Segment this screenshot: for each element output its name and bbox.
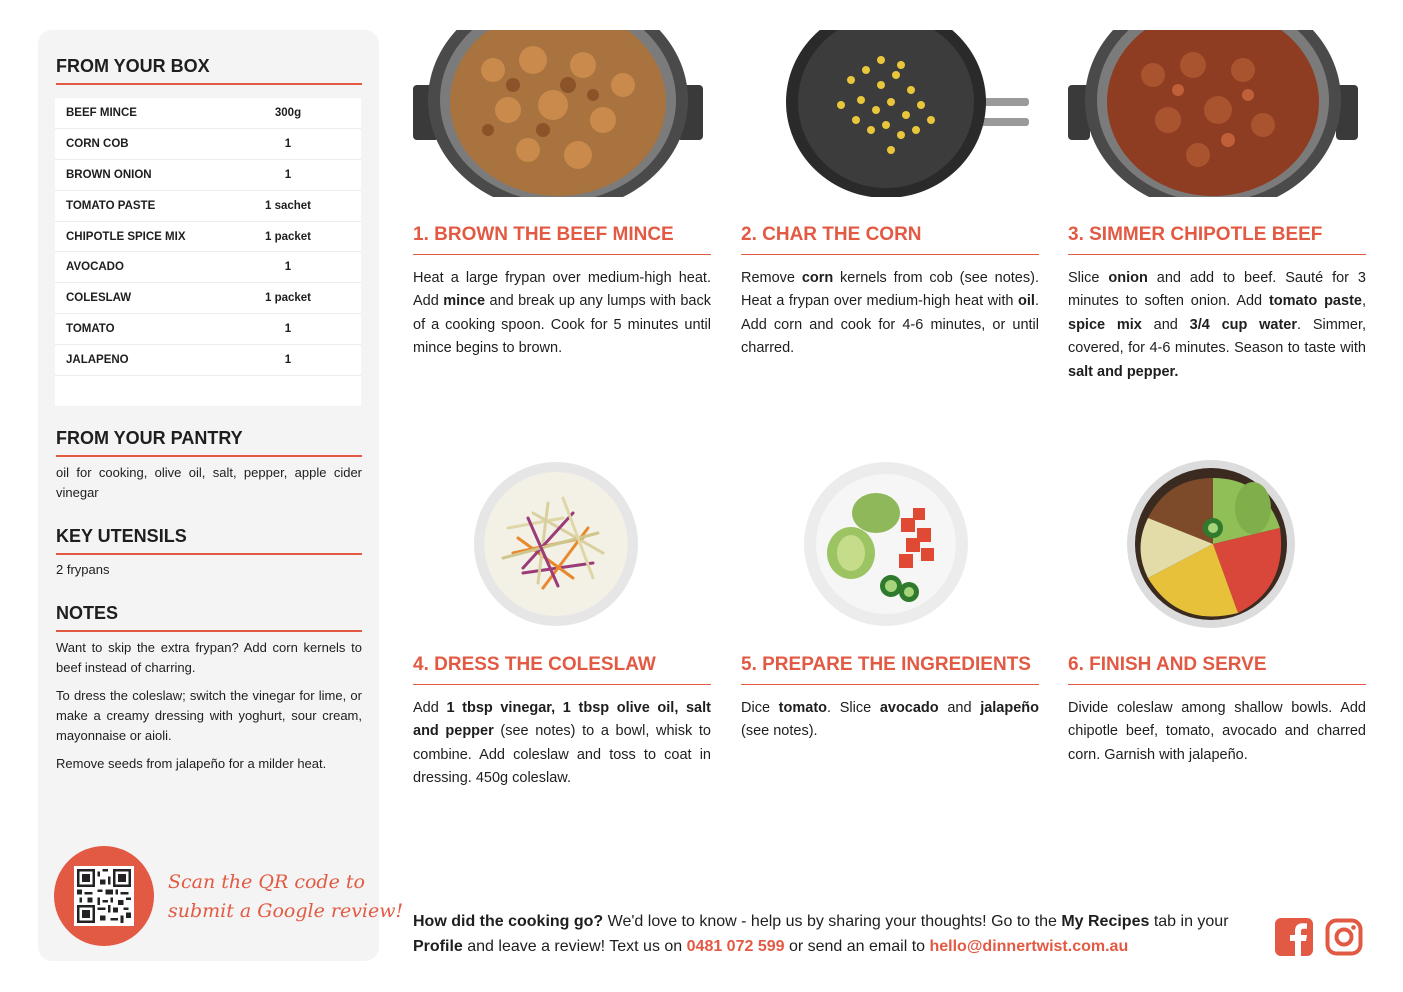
phone-link[interactable]: 0481 072 599 — [686, 938, 785, 955]
table-row — [55, 129, 361, 160]
qr-caption-line: Scan the QR code to — [168, 871, 365, 893]
qr-caption — [168, 868, 403, 926]
step-keyword: onion — [1108, 270, 1148, 286]
step-2-title: 2. CHAR THE CORN — [741, 224, 1039, 255]
ingredient-qty: 1 packet — [264, 230, 312, 243]
step-6-photo — [1068, 458, 1358, 630]
ingredient-name: CORN COB — [66, 137, 129, 150]
step-6-text — [1068, 697, 1366, 767]
step-text-run: kernels from cob (see notes). Heat a frypan over medium-high heat with — [741, 270, 1039, 310]
notes-section-title: NOTES — [56, 603, 362, 632]
table-row — [55, 283, 361, 314]
feedback-question: How did the cooking go? — [413, 913, 604, 930]
step-1-photo — [413, 30, 703, 197]
step-keyword: jalapeño — [980, 700, 1040, 716]
step-4-photo — [413, 458, 703, 630]
footer-text: and leave a review! Text us on — [462, 938, 687, 955]
step-keyword: tomato paste — [1268, 293, 1362, 310]
step-text-run: Dice — [741, 700, 779, 716]
ingredient-qty: 1 packet — [264, 292, 312, 305]
step-4-text — [413, 697, 711, 791]
qr-code-icon[interactable] — [74, 866, 134, 926]
step-6-title: 6. FINISH AND SERVE — [1068, 654, 1366, 685]
step-text-run: Slice — [1068, 270, 1109, 286]
step-text-run: , — [1361, 293, 1366, 310]
email-link[interactable]: hello@dinnertwist.com.au — [929, 938, 1129, 955]
ingredient-name: COLESLAW — [66, 292, 132, 305]
step-5-text — [741, 697, 1039, 744]
note-item: Want to skip the extra frypan? Add corn kernels to beef instead of charring. — [56, 640, 362, 675]
ingredient-qty: 1 — [284, 137, 292, 150]
step-5-title: 5. PREPARE THE INGREDIENTS — [741, 654, 1039, 685]
ingredients-sidebar — [38, 30, 404, 961]
box-ingredients-table — [55, 98, 361, 406]
step-text-run: and — [938, 700, 981, 716]
footer-text: tab in your — [1149, 913, 1229, 930]
footer-text: or send an email to — [784, 938, 930, 955]
notes-list — [56, 638, 362, 782]
step-text-run: Heat a large frypan over medium-high heat. Add — [413, 270, 711, 310]
step-5-photo — [741, 458, 1031, 630]
step-keyword: 1 tbsp vinegar, 1 tbsp olive oil, salt and pepper — [413, 700, 711, 740]
step-text-run: and add to beef. Sauté for 3 minutes to soften onion. Add — [1068, 270, 1366, 310]
ingredient-qty: 1 — [284, 261, 292, 274]
qr-caption-line: submit a Google review! — [168, 900, 404, 922]
step-keyword: oil — [1018, 293, 1035, 310]
ingredient-name: AVOCADO — [66, 261, 124, 274]
note-item: To dress the coleslaw; switch the vinegar for lime, or make a creamy dressing with yoghurt, sour cream, mayonnaise or aioli. — [56, 688, 362, 743]
instagram-icon[interactable] — [1325, 918, 1363, 956]
qr-badge[interactable] — [54, 846, 154, 946]
table-row — [55, 314, 361, 345]
my-recipes-link[interactable]: My Recipes — [1061, 913, 1150, 930]
box-section-title: FROM YOUR BOX — [56, 56, 362, 85]
profile-link[interactable]: Profile — [413, 938, 463, 955]
step-keyword: tomato — [778, 700, 828, 716]
table-row — [55, 345, 361, 376]
step-text-run: (see notes). — [741, 723, 818, 740]
step-keyword: corn — [801, 270, 834, 286]
ingredient-name: CHIPOTLE SPICE MIX — [66, 230, 186, 243]
step-2-text — [741, 267, 1039, 361]
step-keyword: salt and pepper. — [1068, 363, 1179, 380]
feedback-footer — [413, 909, 1263, 959]
step-4-title: 4. DRESS THE COLESLAW — [413, 654, 711, 685]
ingredient-name: BROWN ONION — [66, 168, 152, 181]
step-text-run: . Add corn and cook for 4-6 minutes, or until charred. — [741, 293, 1039, 357]
step-text-run: . Simmer, covered, for 4-6 minutes. Season to taste with — [1068, 316, 1367, 357]
ingredient-qty: 300g — [274, 106, 302, 119]
step-keyword: 3/4 cup water — [1189, 316, 1298, 333]
ingredient-qty: 1 sachet — [264, 199, 312, 212]
pantry-text: oil for cooking, olive oil, salt, pepper, apple cider vinegar — [56, 465, 362, 500]
ingredient-name: BEEF MINCE — [66, 106, 137, 119]
ingredient-name: JALAPENO — [66, 354, 129, 367]
table-row — [55, 98, 361, 129]
table-row — [55, 252, 361, 283]
table-row — [55, 160, 361, 191]
step-1-title: 1. BROWN THE BEEF MINCE — [413, 224, 711, 255]
footer-text: We'd love to know - help us by sharing your thoughts! Go to the — [603, 913, 1062, 930]
step-3-photo — [1068, 30, 1358, 197]
step-3-title: 3. SIMMER CHIPOTLE BEEF — [1068, 224, 1366, 255]
table-row — [55, 222, 361, 253]
step-text-run: Add — [413, 700, 447, 716]
step-text-run: and — [1141, 316, 1190, 333]
step-text-run: Divide coleslaw among shallow bowls. Add chipotle beef, tomato, avocado and charred corn. Garnish with jalapeño. — [1068, 700, 1366, 763]
table-row — [55, 191, 361, 222]
step-keyword: avocado — [879, 700, 939, 716]
step-2-photo — [741, 30, 1031, 197]
ingredient-qty: 1 — [284, 168, 292, 181]
ingredient-qty: 1 — [284, 354, 292, 367]
pantry-section-title: FROM YOUR PANTRY — [56, 428, 362, 457]
utensils-section-title: KEY UTENSILS — [56, 526, 362, 555]
step-text-run: (see notes) to a bowl, whisk to combine. Add coleslaw and toss to coat in dressing. 450g coleslaw. — [413, 723, 711, 787]
step-3-text — [1068, 267, 1366, 384]
facebook-icon[interactable] — [1275, 918, 1313, 956]
step-text-run: Remove — [741, 270, 802, 286]
note-item: Remove seeds from jalapeño for a milder heat. — [56, 756, 327, 771]
step-keyword: mince — [443, 293, 486, 310]
utensils-text: 2 frypans — [56, 562, 110, 577]
step-text-run: and break up any lumps with back of a cooking spoon. Cook for 5 minutes until mince begins to brown. — [413, 293, 711, 357]
ingredient-qty: 1 — [284, 323, 292, 336]
ingredient-name: TOMATO PASTE — [66, 199, 156, 212]
step-keyword: spice mix — [1068, 316, 1142, 333]
step-text-run: . Slice — [827, 700, 880, 716]
ingredient-name: TOMATO — [66, 323, 115, 336]
step-1-text — [413, 267, 711, 361]
